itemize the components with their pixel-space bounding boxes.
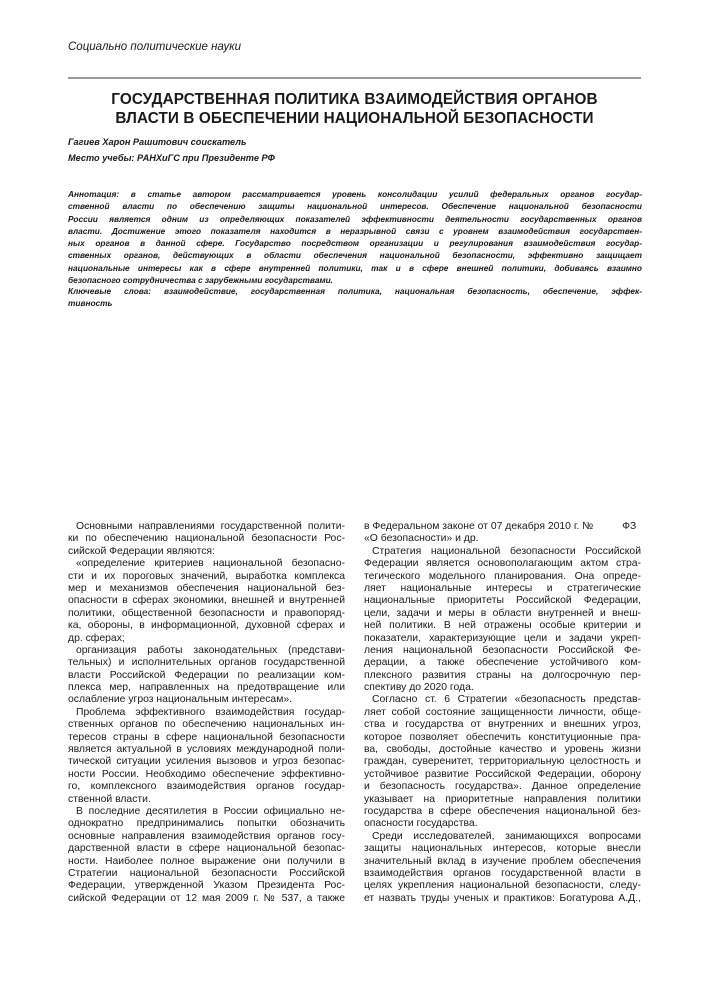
body-line: го, комплексного взаимодействия органов государ- [68,781,345,793]
body-line: Федерации, утвержденной Указом Президента Рос- [68,880,345,892]
body-line: В последние десятилетия в России официально не- [76,805,345,817]
body-line: национальные приоритеты Российской Федерации, [364,595,641,607]
body-line: ляет национальные интересы и стратегические [364,582,641,594]
body-line: устойчивое развитие Российской Федерации, оборону [364,768,641,780]
body-line: опасности в сферах экономики, внешней и внутренней [68,595,345,607]
body-line: которое позволяет обеспечить конституционные пра- [364,731,641,743]
body-line: «О безопасности» и др. [364,533,479,545]
body-line: ляет собой состояние защищенности личности, обще- [364,706,641,718]
keywords-line: тивность [68,298,113,309]
body-line: является актуальной в условиях международной поли- [68,744,345,756]
body-line: сийской Федерации являются: [68,545,215,557]
body-column-left [68,521,345,905]
body-line: спективу до 2020 года. [364,682,474,694]
body-line: тегического модельного планирования. Она опреде- [364,570,641,582]
body-line: ления национальной безопасности Российской Фе- [364,644,641,656]
body-line: дерации, а также обеспечение устойчивого ком- [364,657,641,669]
body-line: значительный вклад в изучение проблем обеспечения [364,855,641,867]
title-line: ГОСУДАРСТВЕННАЯ ПОЛИТИКА ВЗАИМОДЕЙСТВИЯ ОРГАНОВ [111,91,598,108]
abstract-line: безопасного сотрудничества с зарубежными государствами. [68,275,333,286]
header-rule [68,77,641,79]
affiliation-line: Место учебы: РАНХиГС при Президенте РФ [68,153,275,163]
abstract-line: ственной власти по обеспечению защиты национальной интересов. Обеспечение национальной безопасности [68,201,642,212]
body-line: ности России. Необходимо обеспечение эффективно- [68,768,345,780]
abstract-line: национальные интересы как в сфере внутренней политики, так и в сфере внешней политики, добиваясь взаимно [68,262,642,273]
author-line: Гагиев Харон Рашитович соискатель [68,137,247,147]
keywords-line: Ключевые слова: взаимодействие, государственная политика, национальная безопасность, обеспечение, эффек- [68,286,642,296]
body-line: Среди исследователей, занимающихся вопросами [372,830,641,842]
body-line: плексного развития страны на долгосрочную пер- [364,669,641,681]
body-line: показатели, характеризующие цели и задачи укреп- [364,632,641,644]
abstract-line: России является одним из определяющих показателей эффективности деятельности государственных органов [68,213,642,224]
abstract-line: Аннотация: в статье автором рассматривается уровень консолидации усилий федеральных органов государ- [68,189,642,199]
body-line: ности. Наиболее полное выражение они получили в [68,855,345,867]
abstract-line: ных органов в данной сфере. Государство посредством организации и регулирования взаимодействия государ- [68,238,642,249]
body-line: политики, общественной безопасности и правопоряд- [68,607,345,619]
body-line: ней политики. В ней отражены особые критерии и [364,620,641,632]
body-line: Стратегия национальной безопасности Российской [372,545,641,557]
body-line: целях укрепления национальной безопасности, следу- [364,880,641,892]
body-line: тической ситуации усиления вызовов и угроз безопас- [68,756,345,768]
body-line: тельных) и исполнительных органов государственной [68,657,345,669]
abstract-line: ственных органов, действующих в области обеспечения национальной безопасности, эффективно защищает [68,250,642,261]
body-line: ства и государства от внутренних и внешних угроз, [364,719,641,731]
body-line: сийской Федерации от 12 мая 2009 г. № 537, а также [68,892,345,904]
body-line: ка, обороны, в информационной, духовной сферах и [68,620,345,632]
body-line: «определение критериев национальной безопасно- [76,558,345,570]
body-line: опасности государства. [364,818,478,830]
body-line: дарственной власти в сфере национальной безопас- [68,843,345,855]
body-line: мер и механизмов обеспечения национальной без- [68,582,345,594]
body-line: основные направления взаимодействия органов госу- [68,830,345,842]
body-line: ослабление угроз национальным интересам». [68,694,293,706]
body-line: цели, задачи и меры в области внутренней и внеш- [364,607,641,619]
body-line: указывает на приоритетные направления политики [364,793,641,805]
body-line: ет назвать труды ученых и практиков: Богатурова А.Д., [364,892,641,904]
body-line: и безопасность государства». Данное определение [364,781,641,793]
body-line: Федерации является основополагающим актом стра- [364,558,641,570]
body-line: др. сферах; [68,632,125,644]
title-line: ВЛАСТИ В ОБЕСПЕЧЕНИИ НАЦИОНАЛЬНОЙ БЕЗОПАСНОСТИ [115,110,594,127]
abstract-line: власти. Достижение этого показателя находится в неразрывной связи с уровнем взаимодействия государствен- [68,225,642,236]
body-line: ва, свободы, достойные качество и уровень жизни [364,744,641,756]
body-line: однократно предпринимались попытки обозначить [68,818,345,830]
body-line: ственных органов по обеспечению национальных ин- [68,719,345,731]
body-line: Проблема эффективного взаимодействия государ- [76,706,345,718]
body-line: Стратегии национальной безопасности Российской [68,867,345,879]
body-line: тересов страны в сфере национальной безопасности [68,731,345,743]
body-line: сти и их пороговых значений, выработка комплекса [68,570,345,582]
body-line: власти Российской Федерации по реализации ком- [68,669,345,681]
body-line: плекса мер, направленных на предотвращение или [68,682,345,694]
body-line: государства в сфере обеспечения национальной без- [364,805,641,817]
body-column-right [364,521,641,905]
body-line: Основными направлениями государственной полити- [76,521,345,532]
body-line: организация работы законодательных (представи- [76,644,345,656]
body-line: взаимодействия органов государственной власти в [364,867,641,879]
body-line: Согласно ст. 6 Стратегии «безопасность представ- [372,694,641,706]
body-line: граждан, суверенитет, территориальную целостность и [364,756,641,768]
body-line: защиты национальных интересов, которые внесли [364,843,641,855]
abstract [68,188,642,286]
article-title [68,90,641,128]
body-line: ственной власти. [68,793,151,805]
body-line: в Федеральном законе от 07 декабря 2010 г. № ФЗ [364,521,637,532]
running-head: Социально политические науки [68,41,242,53]
body-line: ки по обеспечению национальной безопасности Рос- [68,533,345,545]
keywords [68,285,642,310]
